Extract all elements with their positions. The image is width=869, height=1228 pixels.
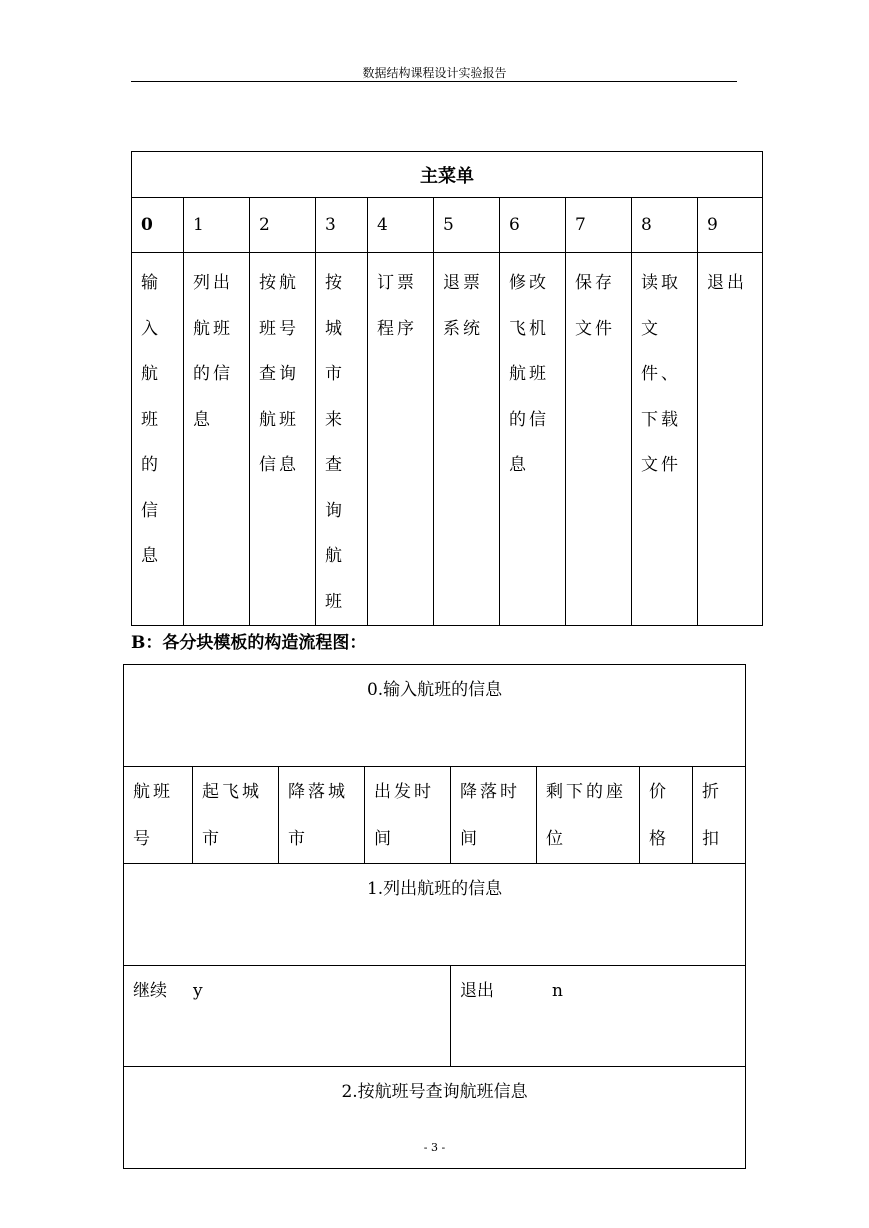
menu-description: 保存文件 (566, 253, 632, 626)
exit-cell (451, 966, 746, 1067)
menu-number: 1 (184, 198, 250, 253)
menu-description: 退出 (698, 253, 763, 626)
menu-description: 读取文件、下载文件 (632, 253, 698, 626)
menu-description: 按城市来查询航班 (316, 253, 368, 626)
menu-number: 8 (632, 198, 698, 253)
continue-key: y (193, 981, 203, 1001)
flow-table (123, 664, 746, 1169)
header-rule (131, 81, 737, 82)
exit-key: n (552, 981, 563, 1001)
menu-number: 5 (434, 198, 500, 253)
menu-number: 2 (250, 198, 316, 253)
page-number: - 3 - (423, 1141, 446, 1154)
continue-label: 继续 (133, 981, 167, 1001)
section-b-heading: B：各分块模板的构造流程图： (131, 633, 367, 653)
continue-cell (124, 966, 451, 1067)
exit-label: 退出 (460, 981, 494, 1001)
field-cell: 价格 (640, 767, 693, 864)
flow-section-list: 1.列出航班的信息 (124, 864, 746, 966)
main-menu-table (131, 151, 763, 626)
field-cell: 出发时间 (365, 767, 451, 864)
menu-description: 按航班号查询航班信息 (250, 253, 316, 626)
menu-number: 7 (566, 198, 632, 253)
menu-description: 修改飞机航班的信息 (500, 253, 566, 626)
menu-number: 9 (698, 198, 763, 253)
menu-number: 3 (316, 198, 368, 253)
menu-description: 订票程序 (368, 253, 434, 626)
field-cell: 剩下的座位 (537, 767, 640, 864)
menu-number: 4 (368, 198, 434, 253)
menu-description: 退票系统 (434, 253, 500, 626)
field-cell: 降落城市 (279, 767, 365, 864)
menu-number: 6 (500, 198, 566, 253)
flow-section-input: 0.输入航班的信息 (124, 665, 746, 767)
menu-description: 输入航班的信息 (132, 253, 184, 626)
field-cell: 起飞城市 (193, 767, 279, 864)
field-cell: 折扣 (693, 767, 746, 864)
main-menu-title: 主菜单 (132, 152, 763, 198)
flow-section-query: 2.按航班号查询航班信息 (124, 1067, 746, 1169)
menu-number: 0 (132, 198, 184, 253)
field-cell: 航班号 (124, 767, 193, 864)
report-header-title: 数据结构课程设计实验报告 (362, 66, 507, 80)
menu-description: 列出航班的信息 (184, 253, 250, 626)
field-cell: 降落时间 (451, 767, 537, 864)
